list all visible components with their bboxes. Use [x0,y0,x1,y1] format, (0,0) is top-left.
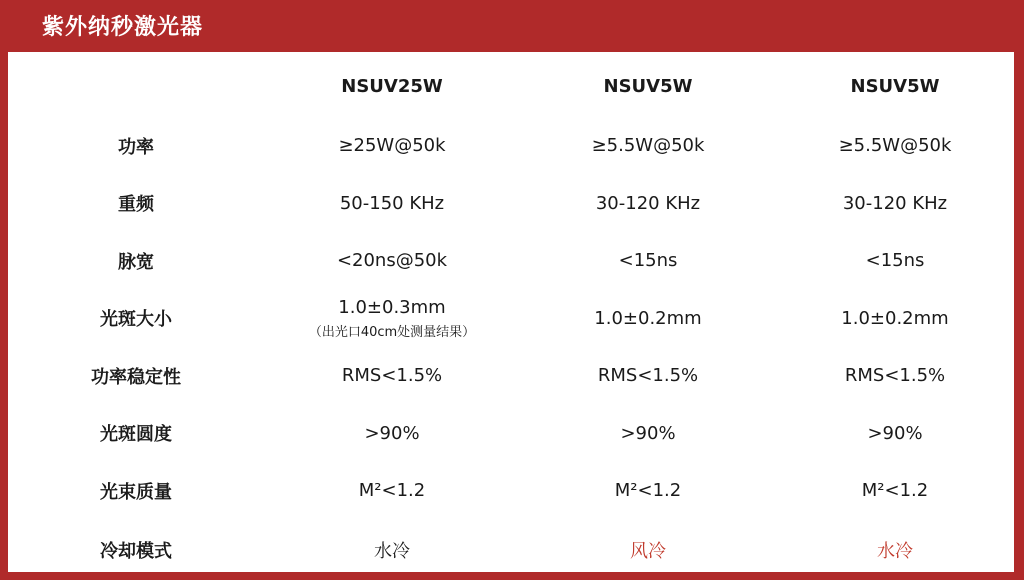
table-cell-with-note [264,290,520,348]
table-row [8,462,1014,520]
row-label: 光斑圆度 [100,424,172,446]
table-cell: >90% [620,422,676,444]
table-cell-highlight: 风冷 [630,540,666,562]
table-cell: M²<1.2 [614,480,682,502]
table-row [8,405,1014,463]
page-title: 紫外纳秒激光器 [42,15,204,40]
table-cell: 50-150 KHz [339,192,445,214]
table-cell: RMS<1.5% [597,365,699,387]
header-bar [0,0,1024,52]
table-cell: 1.0±0.2mm [841,307,949,329]
row-label: 光斑大小 [100,309,172,331]
table-cell: RMS<1.5% [844,365,946,387]
table-cell: 水冷 [374,540,410,562]
table-cell: 30-120 KHz [595,192,701,214]
table-cell: ≥25W@50k [338,135,446,157]
table-cell: ≥5.5W@50k [838,135,952,157]
table-row [8,175,1014,233]
table-cell: 1.0±0.2mm [594,307,702,329]
table-cell: <20ns@50k [336,250,448,272]
table-cell: RMS<1.5% [341,365,443,387]
cell-value: 1.0±0.3mm [338,296,446,318]
table-row [8,520,1014,580]
spec-table [8,52,1014,580]
table-row [8,347,1014,405]
table-cell: ≥5.5W@50k [591,135,705,157]
table-row [8,290,1014,348]
row-label: 冷却模式 [100,540,172,562]
table-header-row [8,52,1014,117]
table-cell: >90% [867,422,923,444]
table-row [8,232,1014,290]
row-label: 功率 [118,136,154,158]
column-header-nsuv5w-b: NSUV5W [850,75,940,97]
table-cell: 30-120 KHz [842,192,948,214]
table-row [8,117,1014,175]
row-label: 重频 [118,194,154,216]
column-header-nsuv25w: NSUV25W [341,75,443,97]
row-label: 脉宽 [118,251,154,273]
table-cell: >90% [364,422,420,444]
table-cell: M²<1.2 [358,480,426,502]
spec-panel [8,52,1014,572]
table-cell-highlight: 水冷 [877,540,913,562]
table-cell: <15ns [865,250,925,272]
table-cell: M²<1.2 [861,480,929,502]
row-label: 功率稳定性 [91,366,181,388]
table-cell: <15ns [618,250,678,272]
column-header-nsuv5w-a: NSUV5W [603,75,693,97]
header-empty-cell [8,52,264,117]
row-label: 光束质量 [100,481,172,503]
measurement-note: （出光口40cm处测量结果） [308,324,476,340]
